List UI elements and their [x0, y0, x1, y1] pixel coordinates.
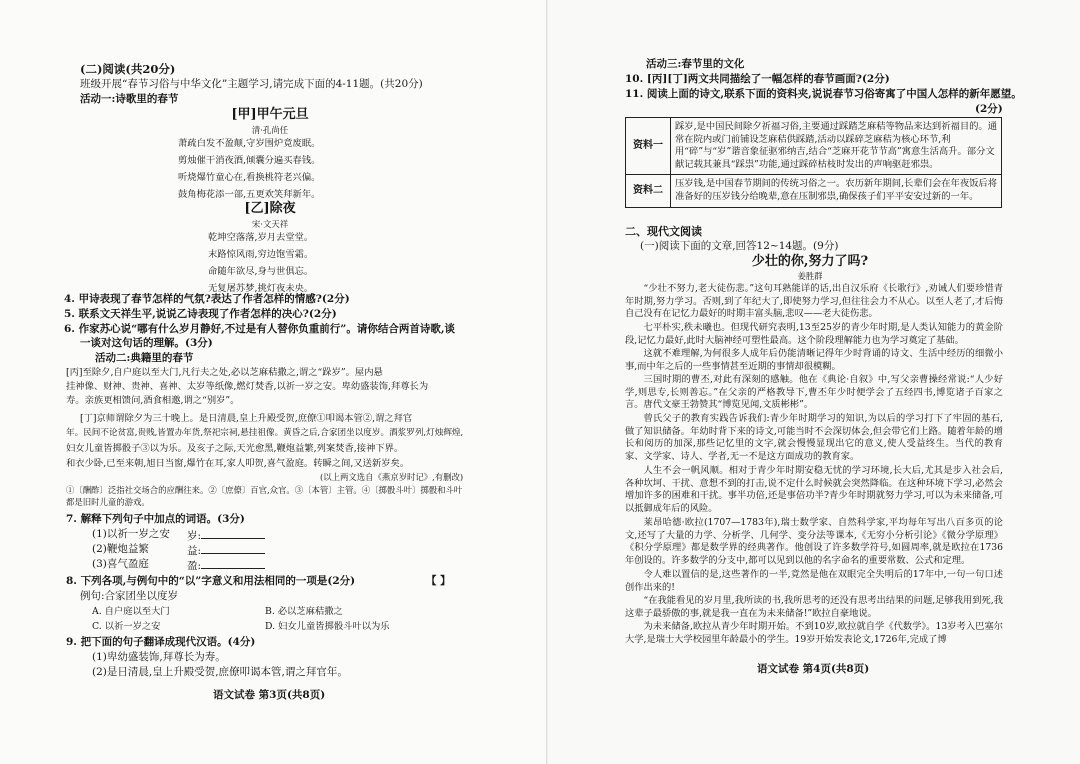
intro: 班级开展“春节习俗与中华文化”主题学习,请完成下面的4-11题。(共20分): [80, 78, 423, 90]
q11-score: (2分): [975, 103, 1003, 115]
text-bing-line: 寿。亲族更相馈问,酒食相邀,谓之“别岁”。: [66, 395, 240, 406]
poem2-line: 无复屠苏梦,挑灯夜未央。: [208, 283, 314, 294]
question-10: 10. [丙][丁]两文共同描绘了一幅怎样的春节画面?(2分): [625, 73, 890, 85]
q7-answer-blank[interactable]: 岁:: [187, 528, 265, 543]
article-paragraph: “在我能看见的岁月里,我所读的书,我所思考的还没有思考出结果的问题,足够我用到死,我这辈子最骄傲的事,就是我一直在为未来储备!”欧拉自豪地说。: [625, 595, 1003, 619]
source-note: (以上两文选自《燕京岁时记》,有删改): [320, 472, 464, 482]
material-text: 踩岁,是中国民间除夕祈福习俗,主要通过踩踏芝麻秸等物品来达到祈福目的。通常在院内或门前铺设芝麻秸供踩踏,活动以踩碎芝麻秸为核心环节,利用“碎”与“岁”谐音象征驱邪纳吉,结合“芝麻开花节节高”寓意生活高升。部分文献记载其兼具“踩祟”功能,通过踩碎枯枝时发出的声响驱赶邪祟。: [671, 118, 1002, 175]
q7-item: (3)喜气盈庭: [92, 558, 149, 570]
poem2-line: 命随年欲尽,身与世俱忘。: [208, 266, 314, 277]
text-ding-line: [丁]京师谓除夕为三十晚上。是日清晨,皇上升殿受贺,庶僚①叩谒本管②,谓之拜官: [80, 413, 413, 424]
q7-answer-blank[interactable]: 盈:: [187, 558, 265, 573]
poem2-author: 宋·文天祥: [251, 219, 289, 229]
q9-item: (2)是日清晨,皇上升殿受贺,庶僚叩谒本管,谓之拜官年。: [92, 666, 348, 678]
q7-item: (1)以祈一岁之安: [92, 528, 170, 540]
question-5: 5. 联系文天祥生平,说说乙诗表现了作者怎样的决心?(2分): [64, 308, 337, 320]
q7-answer-blank[interactable]: 益:: [187, 543, 265, 558]
poem1-title: [甲]甲午元旦: [231, 107, 309, 122]
text-bing-line: 挂神像、财神、贵神、喜神、太岁等纸像,燃灯焚香,以祈一岁之安。卑幼盛装饰,拜尊长为: [66, 381, 429, 392]
text-ding-line: 和衣少卧,已至来朝,旭日当窗,爆竹在耳,家人叩贺,喜气盈庭。转瞬之间,又送新岁矣。: [66, 458, 410, 469]
article-paragraph: “少壮不努力,老大徒伤悲。”这句耳熟能详的话,出自汉乐府《长歌行》,劝诫人们要珍惜青年时期,努力学习。否则,到了年纪大了,即使努力学习,但往往会力不从心。以至人老了,才后悔自己没有在记忆力最好的时期丰富头脑,悲叹——老大徒伤悲。: [625, 283, 1003, 320]
q8-option-d[interactable]: D. 妇女儿童皆掷骰斗叶以为乐: [265, 621, 390, 632]
q8-example: 例句:合家团坐以度岁: [80, 590, 179, 602]
poem1-line: 剪烛催干消夜酒,倾囊分遍买春钱。: [178, 155, 321, 166]
page-footer-right: 语文试卷 第4页(共8页): [757, 663, 870, 675]
q8-option-b[interactable]: B. 必以芝麻秸撒之: [265, 606, 343, 617]
poem2-line: 末路惊风雨,穷边饱雪霜。: [208, 249, 314, 260]
q7-item: (2)鞭炮益繁: [92, 543, 149, 555]
question-6-line1: 6. 作家苏心说“哪有什么岁月静好,不过是有人替你负重前行”。请你结合两首诗歌,谈: [64, 323, 456, 335]
section-2-heading: 二、现代文阅读: [625, 225, 702, 238]
article-paragraph: 为未来储备,欧拉从青少年时期开始。不到10岁,欧拉就自学《代数学》。13岁考入巴塞尔大学,是瑞士大学校园里年龄最小的学生。19岁开始发表论文,1726年,完成了博: [625, 621, 1003, 645]
poem2-line: 乾坤空落落,岁月去堂堂。: [208, 232, 314, 243]
question-9: 9. 把下面的句子翻译成现代汉语。(4分): [66, 636, 256, 648]
activity2-heading: 活动二:典籍里的春节: [95, 352, 194, 364]
footnotes: ①〔酬酢〕泛指社交场合的应酬往来。②〔庶僚〕百官,众官。③〔本管〕主管。④〔掷骰斗叶〕掷骰和斗叶: [66, 485, 463, 495]
poem2-title: [乙]除夜: [244, 201, 296, 216]
text-ding-line: 年。民间不论贫富,贵贱,皆置办年货,祭祀宗祠,悬挂祖像。黄昏之后,合家团坐以度岁。酒浆罗列,灯烛辉煌,: [66, 428, 464, 438]
article-paragraph: 这就不难理解,为何很多人成年后仍能清晰记得年少时背诵的诗文、生活中经历的细微小事,而中年之后的一些事情甚至近期的事情却很模糊。: [625, 348, 1003, 372]
text-ding-line: 妇女儿童皆掷骰子③以为乐。及亥子之际,天光愈黑,鞭炮益繁,列案焚香,接神下界。: [66, 443, 404, 454]
article-paragraph: 莱昂哈德·欧拉(1707—1783年),瑞士数学家、自然科学家,平均每年写出八百多页的论文,还写了大量的力学、分析学、几何学、变分法等课本,《无穷小分析引论》《微分学原理》《积分学原理》都是数学界的经典著作。他创设了许多数学符号,如圆周率,就是欧拉在1736年创设的。许多数学的分支中,都可以见到以他的名字命名的重要常数、公式和定理。: [625, 517, 1003, 566]
materials-table: [625, 117, 1002, 208]
page-footer-left: 语文试卷 第3页(共8页): [213, 689, 326, 701]
article-paragraph: 七平朴实,秩未曦也。但现代研究表明,13至25岁的青少年时期,是人类认知能力的黄金阶段,记忆力最好,此时大脑神经可塑性最高。这个阶段理解能力也为学习奠定了基础。: [625, 322, 1003, 346]
material-row: [626, 118, 1002, 175]
section-heading: (二)阅读(共20分): [80, 62, 176, 76]
poem1-author: 清·孔尚任: [251, 125, 289, 135]
material-label: 资料二: [626, 175, 671, 207]
question-6-line2: 一谈对这句话的理解。(3分): [80, 337, 213, 349]
material-text: 压岁钱,是中国春节期间的传统习俗之一。农历新年期间,长辈们会在年夜饭后将准备好的压岁钱分给晚辈,意在压制邪祟,确保孩子们平平安安过新的一年。: [671, 175, 1002, 207]
question-4: 4. 甲诗表现了春节怎样的气氛?表达了作者怎样的情感?(2分): [64, 293, 350, 305]
q8-option-a[interactable]: A. 自户庭以至大门: [92, 606, 170, 617]
activity1-heading: 活动一:诗歌里的春节: [80, 93, 179, 105]
article-paragraph: 令人难以置信的是,这些著作的一半,竟然是他在双眼完全失明后的17年中,一句一句口述创作出来的!: [625, 569, 1003, 593]
article-paragraph: 人生不会一帆风顺。相对于青少年时期安稳无忧的学习环境,长大后,尤其是步入社会后,各种坎坷、干扰、意想不到的打击,说不定什么时候就会突然降临。在这种环境下学习,必然会增加许多的困难和干扰。事半功倍,还是事倍功半?青少年时期就努力学习,可以为未来储备,可以抵御成年后的风险。: [625, 465, 1003, 514]
material-label: 资料一: [626, 118, 671, 175]
article-title: 少壮的你,努力了吗?: [751, 254, 869, 269]
question-8: 8. 下列各项,与例句中的“以”字意义和用法相同的一项是(2分): [66, 575, 356, 587]
q9-item: (1)卑幼盛装饰,拜尊长为寿。: [92, 651, 226, 663]
reading-intro: (一)阅读下面的文章,回答12~14题。(9分): [640, 240, 839, 252]
question-7: 7. 解释下列句子中加点的词语。(3分): [66, 513, 245, 525]
poem1-line: 萧疏白发不盈颠,守岁围炉竟废眠。: [178, 138, 321, 149]
poem1-line: 听烧爆竹童心在,看换桃符老兴偏。: [178, 172, 321, 183]
poem1-line: 鼓角梅花添一部,五更欢笑拜新年。: [178, 189, 321, 200]
article-author: 姜胜群: [797, 271, 823, 281]
q8-option-c[interactable]: C. 以祈一岁之安: [92, 621, 161, 632]
text-bing-line: [丙]至除夕,自户庭以至大门,凡行夫之处,必以芝麻秸撒之,谓之“跺岁”。屋内悬: [66, 367, 383, 378]
question-11: 11. 阅读上面的诗文,联系下面的资料夹,说说春节习俗寄寓了中国人怎样的新年愿望。: [625, 88, 1022, 100]
article-paragraph: 三国时期的曹丕,对此有深刻的感触。他在《典论·自叙》中,写父亲曹操经常说:“人少好学,则思专,长则善忘。”在父亲的严格教导下,曹丕年少时便学会了五经四书,博览诸子百家之言。唐代文豪王勃赞其“博览见闻,文质彬彬”。: [625, 374, 1003, 411]
q8-answer-bracket[interactable]: 【 】: [426, 575, 451, 587]
material-row: [626, 175, 1002, 207]
footnotes: 都是旧时儿童的游戏。: [66, 497, 150, 507]
article-paragraph: 曾氏父子的教育实践告诉我们:青少年时期学习的知识,为以后的学习打下了牢固的基石,做了知识储备。年幼时背下来的诗文,可能当时不会深切体会,但会带它们上路。随着年龄的增长和阅历的加深,那些记忆里的文字,就会慢慢显现出它的意义,使人受益终生。当代的教育家、文学家、诗人、学者,无一不是这方面成功的教育家。: [625, 413, 1003, 462]
activity3-heading: 活动三:春节里的文化: [646, 58, 745, 70]
